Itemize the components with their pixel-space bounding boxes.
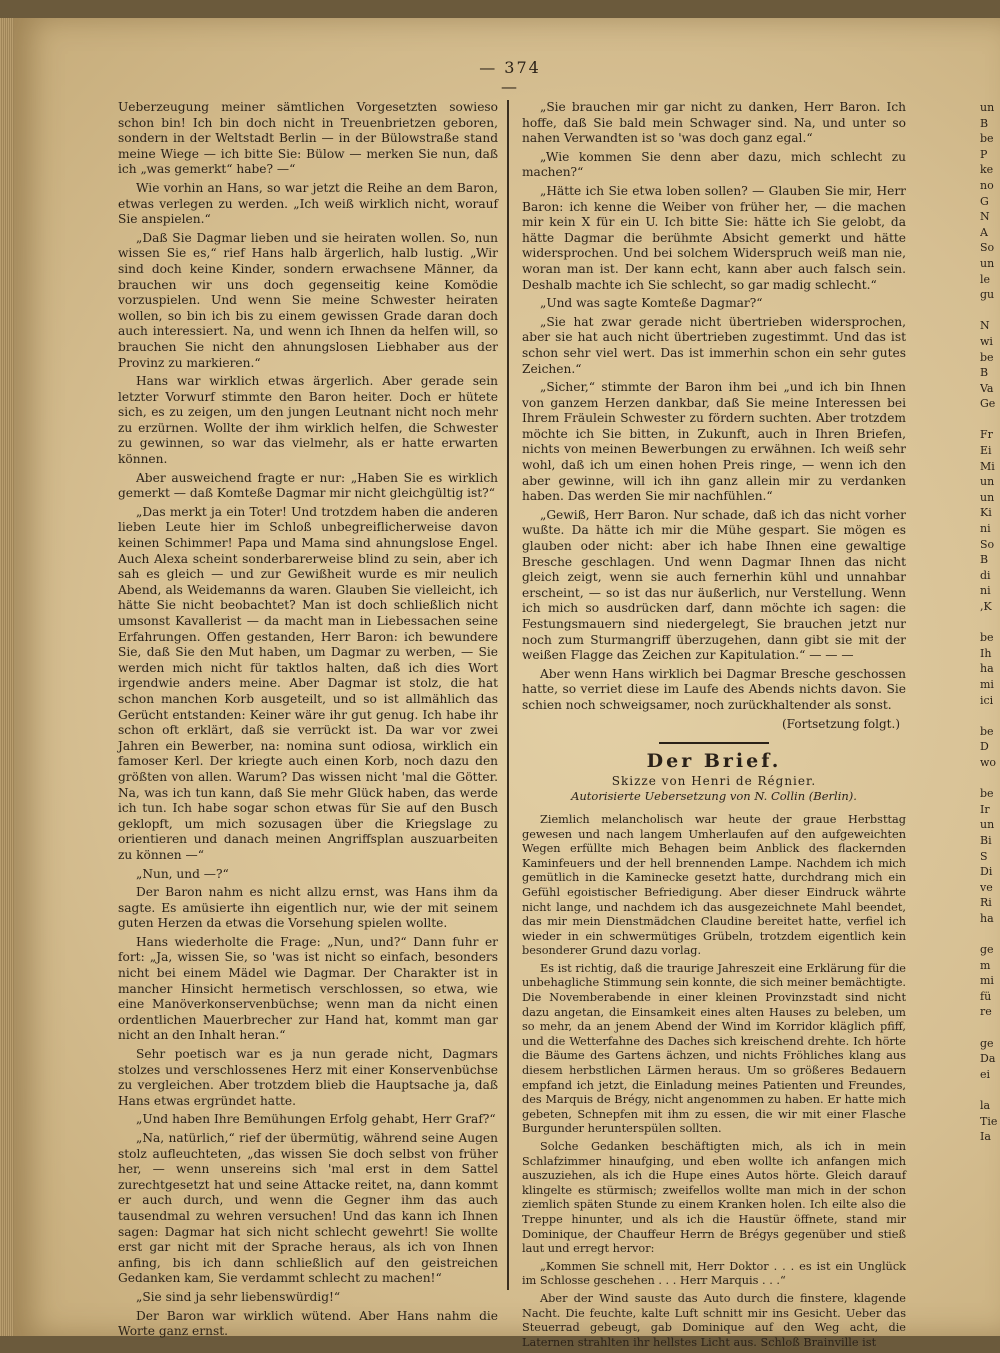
fragment-line: D: [980, 740, 989, 754]
fragment-line: Ia: [980, 1130, 991, 1144]
paragraph: „Wie kommen Sie denn aber dazu, mich schlecht zu machen?“: [522, 149, 906, 180]
fragment-line: ni: [980, 584, 991, 598]
fragment-line: no: [980, 178, 994, 192]
fragment-line: N: [980, 319, 990, 333]
paragraph: „Daß Sie Dagmar lieben und sie heiraten wollen. So, nun wissen Sie es,“ rief Hans halb ärgerlich, halb lustig. „Wir sind doch keine Kinder, sondern erwachsene Männer, da brauchen wir uns doch gegenseitig keine Komödie vorzuspielen. Und wenn Sie meine Schwester heiraten wollen, so bin ich bis zu einem gewissen Grade daran doch auch interessiert. Na, und wenn ich Ihnen da helfen will, so brauchen Sie nicht den ahnungslosen Liebhaber aus der Provinz zu markieren.“: [118, 230, 498, 370]
paragraph: Ziemlich melancholisch war heute der graue Herbsttag gewesen und nach langem Umherlaufen auf den aufgeweichten Wegen erfüllte mich Behagen beim Anblick des flackernden Kaminfeuers und der hell brennenden Lampe. Nachdem ich mich gemütlich in die Kaminecke gesetzt hatte, durchdrang mich ein Gefühl egoistischer Befriedigung. Aber dieser Eindruck währte nicht lange, und nachdem ich das ausgezeichnete Mahl beendet, das mir mein Dienstmädchen Claudine bereitet hatte, verfiel ich wieder in ein schwermütiges Grübeln, trotzdem eigentlich kein besonderer Grund dazu vorlag.: [522, 812, 906, 958]
fragment-line: ha: [980, 662, 994, 676]
paragraph: Solche Gedanken beschäftigten mich, als ich in mein Schlafzimmer hinaufging, und eben wollte ich anfangen mich auszuziehen, als ich die Hupe eines Autos hörte. Gleich darauf klingelte es stürmisch; zweifellos wollte man mich in der schon ziemlich späten Stunde zu einem Kranken holen. Ich eilte also die Treppe hinunter, und als ich die Haustür öffnete, stand mir Dominique, der Chauffeur Herrn de Brégys gegenüber und stieß laut und erregt hervor:: [522, 1140, 906, 1256]
paragraph: „Nun, und —?“: [136, 866, 229, 881]
next-page-fragment: [980, 100, 1000, 1300]
fragment-line: [980, 303, 1000, 319]
fragment-line: le: [980, 272, 991, 286]
fragment-line: mi: [980, 974, 994, 988]
fragment-line: be: [980, 132, 994, 146]
fragment-line: ge: [980, 943, 994, 957]
paragraph: Aber der Wind sauste das Auto durch die finstere, klagende Nacht. Die feuchte, kalte Luft schnitt mir ins Gesicht. Ueber das Steuerrad gebeugt, gab Dominique auf den Weg acht, die Laternen strahlten ihr hellstes Licht aus. Schloß Brainville ist: [522, 1291, 906, 1349]
fragment-line: Ir: [980, 802, 990, 816]
fragment-line: [980, 1020, 1000, 1036]
fragment-line: [980, 926, 1000, 942]
fragment-line: ei: [980, 1067, 991, 1081]
paragraph: „Sie brauchen mir gar nicht zu danken, Herr Baron. Ich hoffe, daß Sie bald mein Schwager sind. Na, und unter so nahen Verwandten ist so 'was doch ganz egal.“: [522, 100, 906, 146]
fragment-line: S: [980, 849, 988, 863]
paragraph: „Das merkt ja ein Toter! Und trotzdem haben die anderen lieben Leute hier im Schloß unbegreiflicherweise davon keinen Schimmer! Papa und Mama sind ahnungslose Engel. Auch Alexa scheint sonderbarerweise blind zu sein, aber ich sah es gleich — und zur Gewißheit wurde es mir neulich Abend, als Weidemanns da waren. Glauben Sie vielleicht, ich hätte Sie nicht beobachtet? Man ist doch schließlich nicht umsonst Kavallerist — da macht man in Liebessachen seine Erfahrungen. Offen gestanden, Herr Baron: ich bewundere Sie, daß Sie den Mut haben, um Dagmar zu werben, — Sie werden mich nicht für taktlos halten, daß ich dies Wort irgendwie anders meine. Aber Dagmar ist stolz, die hat schon manchen Korb ausgeteilt, und so ist allmählich das Gerücht entstanden: Keiner wäre ihr gut genug. Ich habe ihr schon oft erklärt, daß sie verrückt ist. Da war vor zwei Jahren ein Bewerber, na: nomina sunt odiosa, wirklich ein famoser Kerl. Der kriegte auch einen Korb, noch dazu den größten von allen. Warum? Das wissen nicht 'mal die Götter. Na, was ich tun kann, daß Sie mehr Glück haben, das werde ich tun. Ich habe sogar schon etwas für Sie auf den Busch geklopft, um mich sozusagen über die Kriegslage zu orientieren und danach meinen Angriffsplan auszuarbeiten zu können —“: [118, 504, 498, 862]
paragraph: „Sie sind ja sehr liebenswürdig!“: [136, 1289, 341, 1304]
paragraph: „Na, natürlich,“ rief der übermütig, während seine Augen stolz aufleuchteten, „das wissen Sie doch selbst von früher her, — wenn unsereins sich 'mal erst in dem Sattel zurechtgesetzt hat und seine Attacke reitet, na, dann kommt er auch durch, und wenn die Gegner ihm das auch tausendmal zu wehren versuchen! Und das kann ich Ihnen sagen: Dagmar hat sich nicht schlecht gewehrt! Sie wollte erst gar nicht mit der Sprache heraus, als ich von Ihnen anfing, bis ich dann schließlich auf den geistreichen Gedanken kam, Sie verdammt schlecht zu machen!“: [118, 1131, 498, 1286]
paragraph: „Sie hat zwar gerade nicht übertrieben widersprochen, aber sie hat auch nicht übertrieben zugestimmt. Und das ist schon sehr viel wert. Das ist immerhin schon ein sehr gutes Zeichen.“: [522, 314, 906, 376]
fragment-line: re: [980, 1005, 992, 1019]
fragment-line: be: [980, 631, 994, 645]
article-subtitle: Skizze von Henri de Régnier.: [611, 773, 817, 788]
fragment-line: [980, 771, 1000, 787]
fragment-line: un: [980, 818, 995, 832]
article-body: [522, 813, 906, 1350]
paragraph: Es ist richtig, daß die traurige Jahreszeit eine Erklärung für die unbehagliche Stimmung sein konnte, die sich meiner bemächtigte. Die Novemberabende in einer kleinen Provinzstadt sind nicht dazu angetan, die Einsamkeit eines alten Hauses zu beleben, um so mehr, da an jenem Abend der Wind im Korridor kläglich pfiff, und die Wetterfahne des Daches sich kreischend drehte. Ich hörte die Bäume des Gartens ächzen, und nichts Fröhliches klang aus diesem herbstlichen Lärmen heraus. Um so größeres Bedauern empfand ich jetzt, die Einladung meines Patienten und Freundes, des Marquis de Brégy, nicht angenommen zu haben. Er hatte mich gebeten, Schnepfen mit ihm zu essen, die wir mit einer Flasche Burgunder herunterspülen sollten.: [522, 961, 906, 1136]
page-edge: [0, 18, 14, 1336]
column-rule: [507, 100, 509, 1290]
paragraph: Aber ausweichend fragte er nur: „Haben Sie es wirklich gemerkt — daß Komteße Dagmar mir nicht gleichgültig ist?“: [118, 470, 498, 501]
fragment-line: di: [980, 568, 991, 582]
fragment-line: Ki: [980, 506, 992, 520]
fragment-line: B: [980, 116, 989, 130]
paragraph: Der Baron nahm es nicht allzu ernst, was Hans ihm da sagte. Es amüsierte ihn eigentlich nur, wie der mit seinem guten Herzen da etwas die Vorsehung spielen wollte.: [118, 885, 498, 931]
fragment-line: B: [980, 553, 989, 567]
fragment-line: be: [980, 787, 994, 801]
article-separator: [659, 742, 769, 744]
fragment-line: un: [980, 475, 995, 489]
fragment-line: [980, 708, 1000, 724]
article-translation-credit: Autorisierte Uebersetzung von N. Collin (Berlin).: [571, 789, 857, 804]
fragment-line: la: [980, 1099, 991, 1112]
fragment-line: Di: [980, 865, 993, 879]
paragraph: Hans wiederholte die Frage: „Nun, und?“ Dann fuhr er fort: „Ja, wissen Sie, so 'was ist nicht so einfach, besonders nicht bei einem Mädel wie Dagmar. Der Charakter ist in mancher Hinsicht hermetisch verschlossen, so etwa, wie eine Manöverkonservenbüchse; wenn man da nicht einen ordentlichen Mauerbrecher zur Hand hat, kommt man gar nicht an den Inhalt heran.“: [118, 934, 498, 1043]
fragment-line: Va: [980, 381, 994, 395]
fragment-line: Ri: [980, 896, 992, 910]
fragment-line: P: [980, 147, 988, 161]
fragment-line: Ei: [980, 444, 992, 458]
paragraph: „Gewiß, Herr Baron. Nur schade, daß ich das nicht vorher wußte. Da hätte ich mir die Mühe gespart. Sie mögen es glauben oder nicht: aber ich habe Ihnen eine gewaltige Bresche geschlagen. Und wenn Dagmar Ihnen das nicht gleich zeigt, wenn sie auch fernerhin kühl und unnahbar erscheint, — so ist das nur äußerlich, nur Verstellung. Wenn ich mich so ausdrücken darf, dann möchte ich sagen: die Festungsmauern sind niedergelegt, Sie brauchen jetzt nur noch zum Sturmangriff überzugehen, dann gibt sie mit der weißen Flagge das Zeichen zur Kapitulation.“ — — —: [522, 507, 906, 663]
paragraph: „Sicher,“ stimmte der Baron ihm bei „und ich bin Ihnen von ganzem Herzen dankbar, daß Sie meine Interessen bei Ihrem Fräulein Schwester zu fördern suchten. Aber trotzdem möchte ich Sie bitten, in Zukunft, auch in Ihren Briefen, nichts von meinen Bewerbungen zu erwähnen. Ich weiß sehr wohl, daß ich um einen hohen Preis ringe, — wenn ich den aber gewinne, will ich ihn ganz allein mir zu verdanken haben. Das werden Sie mir nachfühlen.“: [522, 380, 906, 504]
fragment-line: ni: [980, 522, 991, 536]
article-title: Der Brief.: [646, 750, 782, 773]
paragraph: Hans war wirklich etwas ärgerlich. Aber gerade sein letzter Vorwurf stimmte den Baron heiter. Doch er hütete sich, es zu zeigen, um den jungen Leutnant nicht noch mehr zu erzürnen. Wollte der ihm wirklich helfen, die Schwester zu gewinnen, so war das vielmehr, als er hatte erwarten können.: [118, 374, 498, 467]
fragment-line: [980, 1082, 1000, 1098]
continuation-note: (Fortsetzung folgt.): [782, 716, 900, 731]
fragment-line: un: [980, 101, 995, 114]
fragment-line: un: [980, 490, 995, 504]
fragment-line: Mi: [980, 459, 995, 473]
fragment-line: be: [980, 724, 994, 738]
paragraph: „Und haben Ihre Bemühungen Erfolg gehabt, Herr Graf?“: [136, 1112, 496, 1127]
paragraph: „Und was sagte Komteße Dagmar?“: [540, 296, 763, 311]
fragment-line: B: [980, 366, 989, 380]
fragment-line: Bi: [980, 833, 992, 847]
paragraph: Aber wenn Hans wirklich bei Dagmar Bresche geschossen hatte, so verriet diese im Laufe des Abends nichts davon. Sie schien noch schweigsamer, noch zurückhaltender als sonst.: [522, 666, 906, 712]
paragraph: Wie vorhin an Hans, so war jetzt die Reihe an dem Baron, etwas verlegen zu werden. „Ich weiß wirklich nicht, worauf Sie anspielen.“: [118, 180, 498, 227]
paragraph: „Kommen Sie schnell mit, Herr Doktor . . . es ist ein Unglück im Schlosse geschehen . . . Herr Marquis . . .“: [522, 1259, 906, 1288]
fragment-line: G: [980, 194, 989, 208]
fragment-line: mi: [980, 677, 994, 691]
fragment-line: fü: [980, 989, 992, 1003]
fragment-line: [980, 615, 1000, 631]
fragment-line: [980, 412, 1000, 428]
fragment-line: So: [980, 241, 995, 255]
fragment-line: Tie: [980, 1114, 998, 1128]
novel-continuation: [522, 100, 906, 714]
fragment-line: wi: [980, 334, 993, 348]
fragment-line: m: [980, 958, 991, 972]
fragment-line: Ge: [980, 397, 996, 411]
fragment-line: ge: [980, 1036, 994, 1050]
fragment-line: Da: [980, 1052, 996, 1066]
fragment-line: So: [980, 537, 995, 551]
left-column: [118, 100, 498, 1343]
fragment-line: wo: [980, 755, 997, 769]
paragraph: Ueberzeugung meiner sämtlichen Vorgesetzten sowieso schon bin! Ich bin doch nicht in Treuenbrietzen geboren, sondern in der Weltstadt Berlin — in der Bülowstraße stand meine Wiege — ich bitte Sie: Bülow — merken Sie nun, daß ich „was gemerkt“ habe? —“: [118, 100, 498, 177]
fragment-line: ke: [980, 163, 994, 177]
fragment-line: N: [980, 210, 990, 224]
fragment-line: be: [980, 350, 994, 364]
paragraph: Der Baron war wirklich wütend. Aber Hans nahm die Worte ganz ernst.: [118, 1308, 498, 1339]
fragment-line: Fr: [980, 428, 993, 442]
fragment-line: un: [980, 256, 995, 270]
fragment-line: ve: [980, 880, 993, 894]
paragraph: Sehr poetisch war es ja nun gerade nicht, Dagmars stolzes und verschlossenes Herz mit einer Konservenbüchse zu vergleichen. Aber trotzdem blieb die Hauptsache ja, daß Hans etwas ergründet hatte.: [118, 1047, 498, 1108]
fragment-line: ici: [980, 693, 994, 707]
fragment-line: ha: [980, 911, 994, 925]
page-number: — 374 —: [479, 58, 541, 96]
paragraph: „Hätte ich Sie etwa loben sollen? — Glauben Sie mir, Herr Baron: ich kenne die Weiber von früher her, — die machen mir kein X für ein U. Ich bitte Sie: hätte ich Sie gelobt, da hätte Dagmar die berühmte Absicht gemerkt und hätte widersprochen. Und bei solchem Widerspruch weiß man nie, woran man ist. Der kann echt, kann aber auch falsch sein. Deshalb machte ich Sie schlecht, so gar madig schlecht.“: [522, 183, 906, 292]
middle-column: [522, 100, 906, 1353]
fragment-line: gu: [980, 288, 995, 302]
fragment-line: A: [980, 225, 988, 239]
fragment-line: ,K: [980, 600, 992, 613]
fragment-line: Ih: [980, 646, 992, 660]
